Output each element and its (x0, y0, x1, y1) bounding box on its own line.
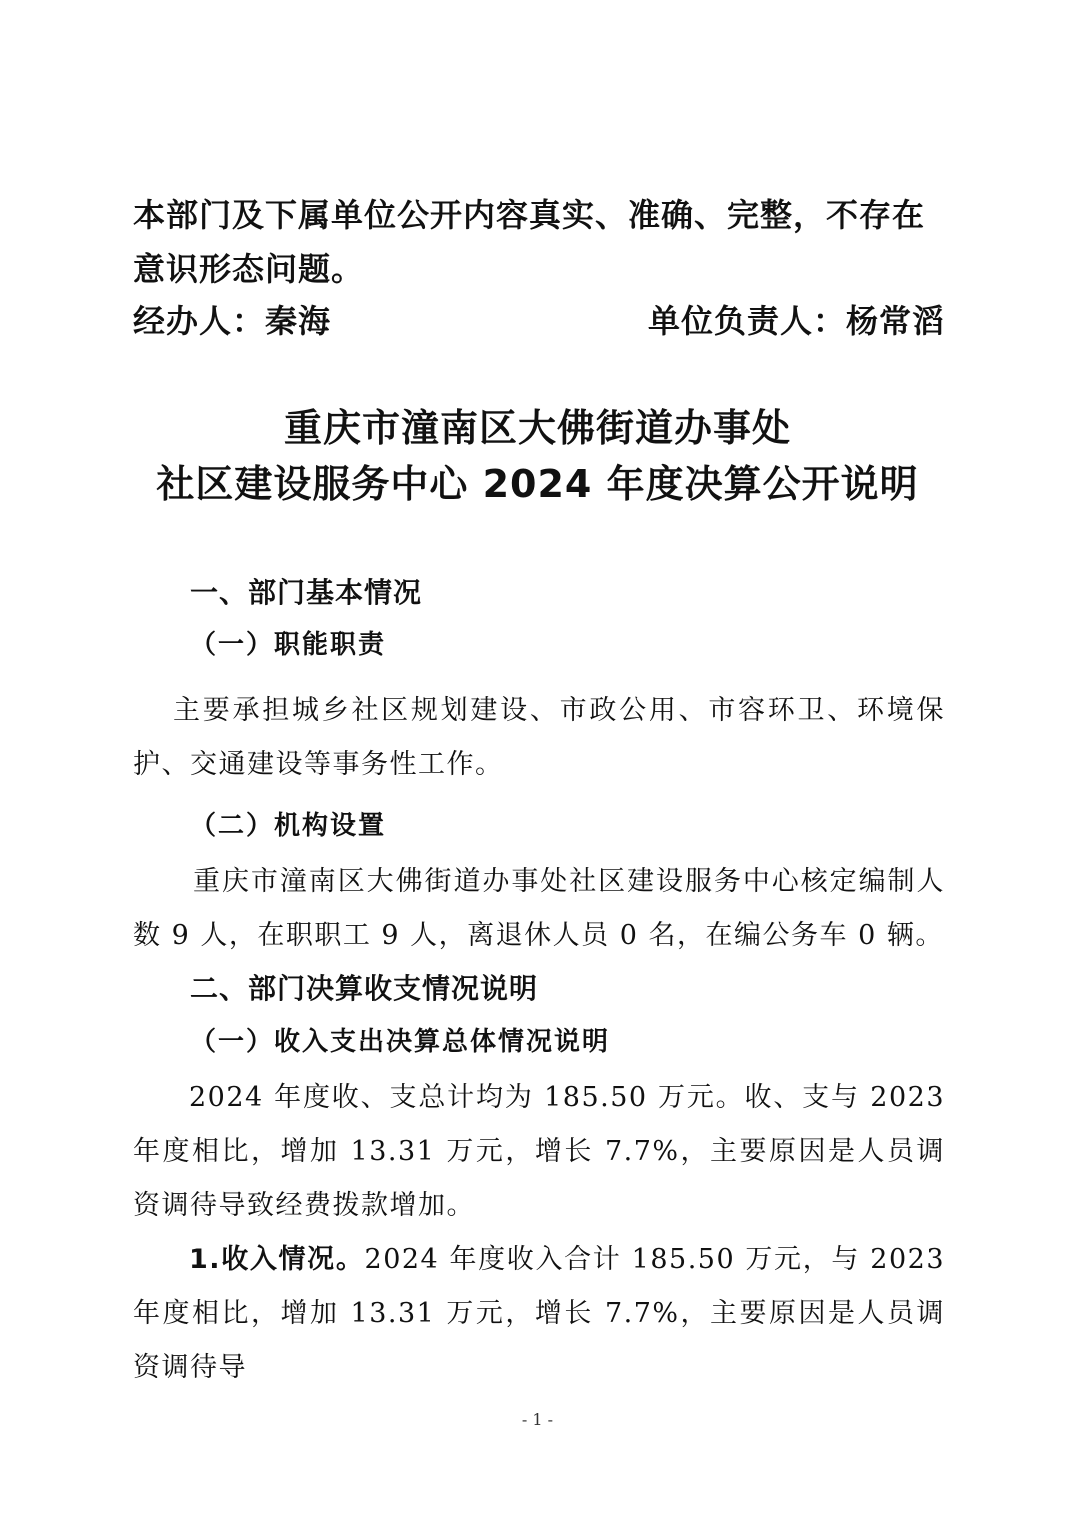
document-title-line2: 社区建设服务中心 2024 年度决算公开说明 (156, 462, 919, 506)
section1-sub2-heading: （二）机构设置 (190, 811, 387, 841)
declaration-text: 本部门及下属单位公开内容真实、准确、完整，不存在意识形态问题。 (133, 196, 926, 288)
income-paragraph (133, 1233, 945, 1395)
section1-heading: 一、部门基本情况 (190, 576, 423, 609)
responsible-signature: 单位负责人：杨常滔 (647, 302, 945, 340)
section2-heading: 二、部门决算收支情况说明 (190, 972, 539, 1005)
handler-signature: 经办人：秦海 (133, 302, 332, 340)
section1-sub2-text: 重庆市潼南区大佛街道办事处社区建设服务中心核定编制人数 9 人，在职职工 9 人，离退休人员 0 名，在编公务车 0 辆。 (133, 866, 945, 951)
section1-sub1-heading: （一）职能职责 (190, 630, 387, 660)
page-number: - 1 - (521, 1410, 554, 1429)
section1-sub1-text: 主要承担城乡社区规划建设、市政公用、市容环卫、环境保护、交通建设等事务性工作。 (133, 695, 945, 780)
income-label: 1.收入情况。 (189, 1244, 365, 1275)
income-text: 2024 年度收入合计 185.50 万元，与 2023 年度相比，增加 13.31 万元，增长 7.7%，主要原因是人员调资调待导 (133, 1244, 945, 1383)
section2-sub1-text: 2024 年度收、支总计均为 185.50 万元。收、支与 2023 年度相比，增加 13.31 万元，增长 7.7%，主要原因是人员调资调待导致经费拨款增加。 (133, 1082, 945, 1221)
document-title-line1: 重庆市潼南区大佛街道办事处 (283, 406, 791, 450)
signers-row (133, 294, 945, 348)
section2-sub1-heading: （一）收入支出决算总体情况说明 (190, 1027, 611, 1057)
